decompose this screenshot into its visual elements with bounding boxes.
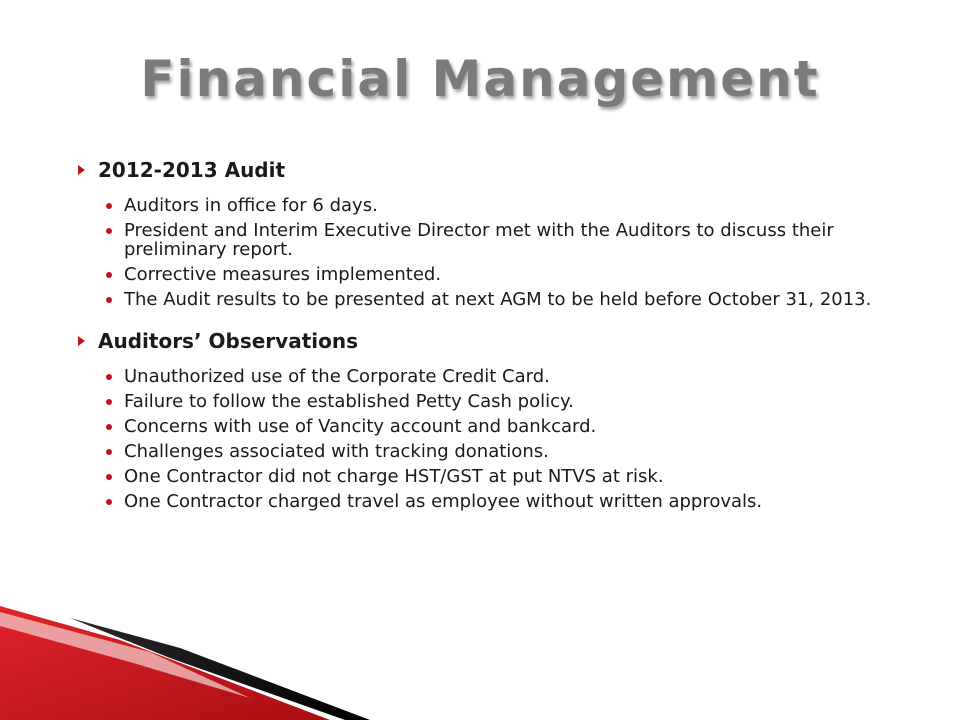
list-item-text: The Audit results to be presented at next AGM to be held before October 31, 2013. [124, 289, 872, 310]
list-item [106, 221, 898, 259]
section-heading [78, 329, 898, 353]
list-item [106, 367, 898, 386]
list-item-text: Auditors in office for 6 days. [124, 195, 378, 216]
dot-bullet-icon [106, 499, 112, 505]
bullet-list [78, 196, 898, 309]
arrow-bullet-icon [78, 336, 85, 346]
section-audit [78, 158, 898, 309]
list-item-text: Unauthorized use of the Corporate Credit Card. [124, 366, 550, 387]
list-item [106, 265, 898, 284]
dot-bullet-icon [106, 449, 112, 455]
list-item-text: Corrective measures implemented. [124, 264, 442, 285]
section-observations [78, 329, 898, 511]
list-item [106, 467, 898, 486]
bullet-list [78, 367, 898, 511]
dot-bullet-icon [106, 203, 112, 209]
dot-bullet-icon [106, 424, 112, 430]
dot-bullet-icon [106, 228, 112, 234]
dot-bullet-icon [106, 374, 112, 380]
slide-content [78, 158, 898, 523]
section-heading-text: 2012-2013 Audit [98, 158, 286, 182]
list-item [106, 290, 898, 309]
list-item-text: Failure to follow the established Petty Cash policy. [124, 391, 574, 412]
list-item [106, 442, 898, 461]
dot-bullet-icon [106, 399, 112, 405]
list-item [106, 196, 898, 215]
dot-bullet-icon [106, 272, 112, 278]
page-title: Financial Management [140, 50, 820, 108]
dot-bullet-icon [106, 474, 112, 480]
arrow-bullet-icon [78, 165, 85, 175]
list-item [106, 492, 898, 511]
list-item-text: One Contractor charged travel as employee without written approvals. [124, 491, 763, 512]
section-heading-text: Auditors’ Observations [98, 329, 358, 353]
list-item-text: One Contractor did not charge HST/GST at put NTVS at risk. [124, 466, 664, 487]
list-item-text: Concerns with use of Vancity account and bankcard. [124, 416, 597, 437]
dot-bullet-icon [106, 297, 112, 303]
list-item-text: President and Interim Executive Director met with the Auditors to discuss their preliminary report. [124, 220, 834, 260]
section-heading [78, 158, 898, 182]
list-item [106, 417, 898, 436]
list-item-text: Challenges associated with tracking donations. [124, 441, 549, 462]
list-item [106, 392, 898, 411]
